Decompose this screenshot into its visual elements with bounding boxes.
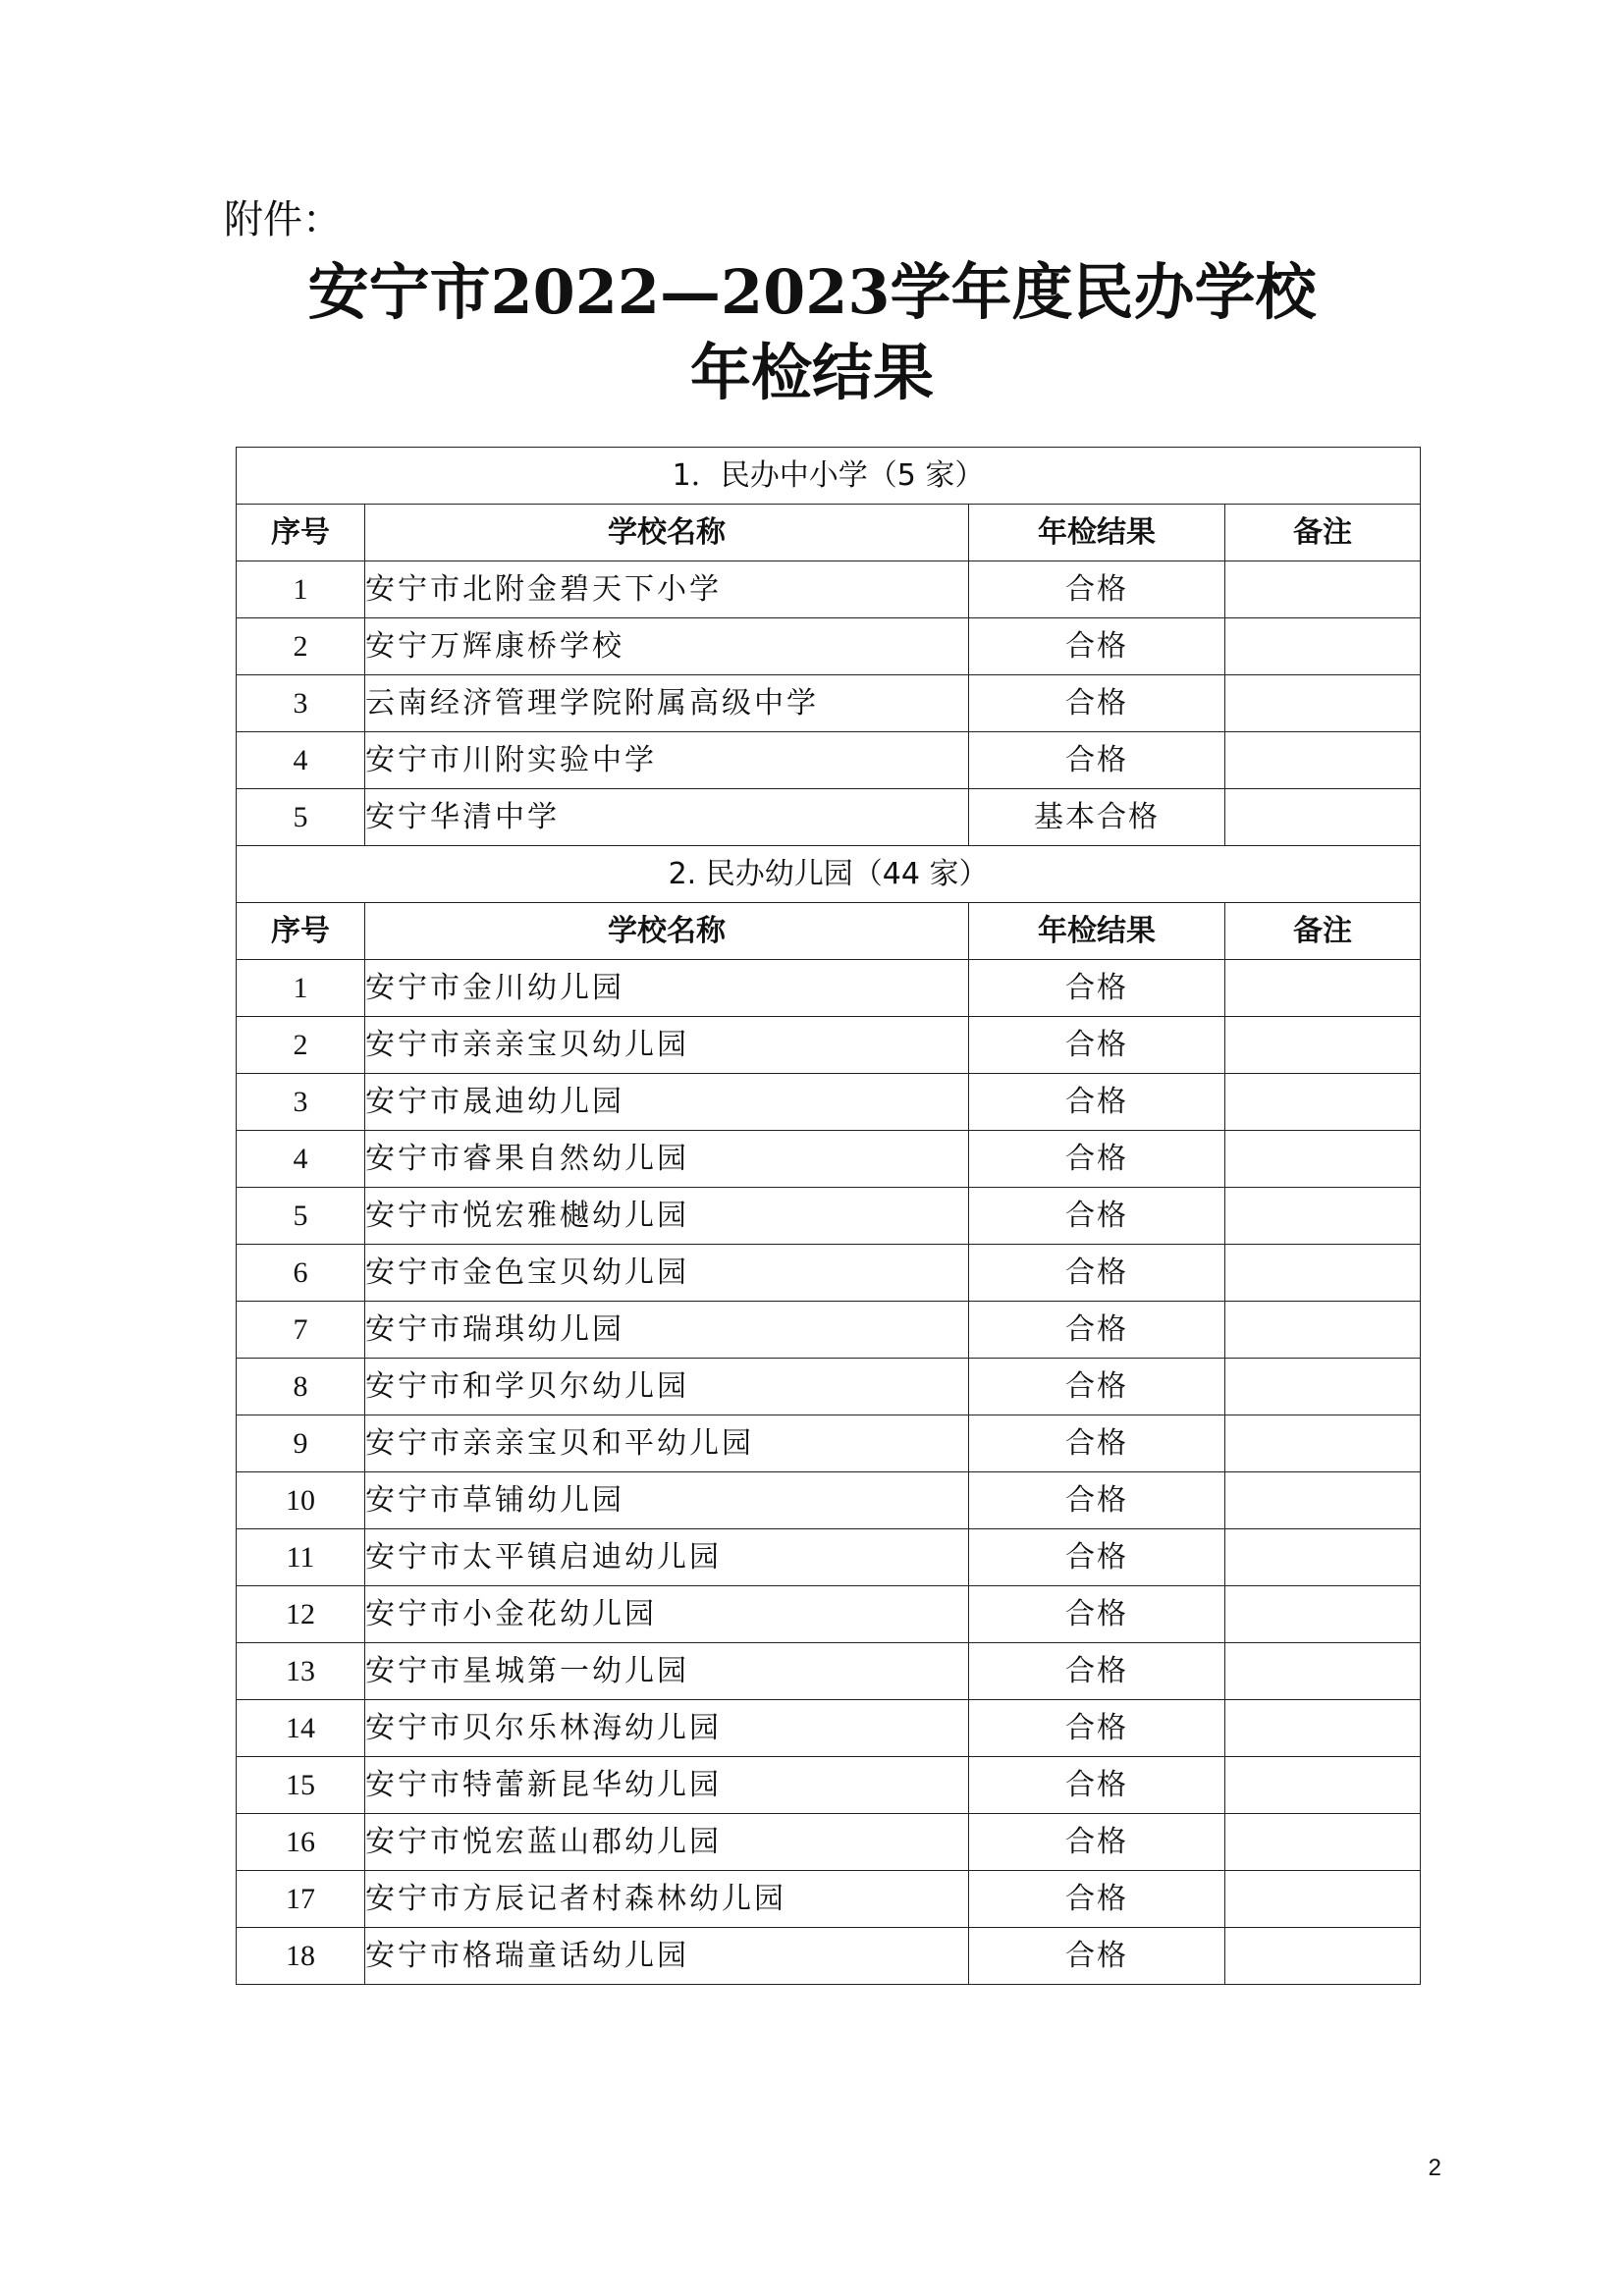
row-note bbox=[1225, 1017, 1421, 1074]
row-note bbox=[1225, 1415, 1421, 1472]
section-title-row bbox=[237, 448, 1421, 505]
table-row bbox=[237, 618, 1421, 675]
table-row bbox=[237, 1245, 1421, 1302]
row-school-name: 安宁市悦宏蓝山郡幼儿园 bbox=[365, 1814, 969, 1871]
row-note bbox=[1225, 1700, 1421, 1757]
row-note bbox=[1225, 1814, 1421, 1871]
row-school-name: 安宁市格瑞童话幼儿园 bbox=[365, 1928, 969, 1985]
table-row bbox=[237, 1302, 1421, 1359]
row-note bbox=[1225, 1643, 1421, 1700]
row-result: 合格 bbox=[969, 1017, 1225, 1074]
table-row bbox=[237, 1415, 1421, 1472]
row-school-name: 安宁市草铺幼儿园 bbox=[365, 1472, 969, 1529]
document-title-line-1: 安宁市2022—2023学年度民办学校 bbox=[307, 256, 1317, 328]
row-result: 合格 bbox=[969, 1814, 1225, 1871]
table-row bbox=[237, 1472, 1421, 1529]
row-school-name: 安宁市小金花幼儿园 bbox=[365, 1586, 969, 1643]
row-index: 4 bbox=[237, 732, 365, 789]
row-index: 11 bbox=[237, 1529, 365, 1586]
row-index: 15 bbox=[237, 1757, 365, 1814]
row-index: 4 bbox=[237, 1131, 365, 1188]
row-note bbox=[1225, 1245, 1421, 1302]
row-note bbox=[1225, 1757, 1421, 1814]
row-index: 9 bbox=[237, 1415, 365, 1472]
header-index: 序号 bbox=[237, 505, 365, 561]
row-school-name: 安宁市金色宝贝幼儿园 bbox=[365, 1245, 969, 1302]
row-result: 合格 bbox=[969, 1472, 1225, 1529]
row-note bbox=[1225, 618, 1421, 675]
header-result: 年检结果 bbox=[969, 505, 1225, 561]
row-result: 合格 bbox=[969, 960, 1225, 1017]
row-result: 合格 bbox=[969, 1074, 1225, 1131]
page-number: 2 bbox=[1428, 2155, 1441, 2181]
table-row bbox=[237, 1928, 1421, 1985]
table-row bbox=[237, 789, 1421, 846]
row-note bbox=[1225, 1074, 1421, 1131]
row-result: 合格 bbox=[969, 1245, 1225, 1302]
section-title: 1．民办中小学（5 家） bbox=[237, 448, 1421, 505]
row-result: 合格 bbox=[969, 618, 1225, 675]
table-row bbox=[237, 1359, 1421, 1415]
row-school-name: 安宁市睿果自然幼儿园 bbox=[365, 1131, 969, 1188]
table-header-row bbox=[237, 505, 1421, 561]
row-result: 合格 bbox=[969, 732, 1225, 789]
header-school-name: 学校名称 bbox=[365, 505, 969, 561]
row-result: 基本合格 bbox=[969, 789, 1225, 846]
row-result: 合格 bbox=[969, 1871, 1225, 1928]
row-index: 3 bbox=[237, 1074, 365, 1131]
row-school-name: 安宁市金川幼儿园 bbox=[365, 960, 969, 1017]
header-note: 备注 bbox=[1225, 505, 1421, 561]
row-result: 合格 bbox=[969, 1757, 1225, 1814]
row-index: 16 bbox=[237, 1814, 365, 1871]
row-school-name: 安宁市贝尔乐林海幼儿园 bbox=[365, 1700, 969, 1757]
row-school-name: 安宁市晟迪幼儿园 bbox=[365, 1074, 969, 1131]
inspection-results-table bbox=[236, 447, 1421, 1985]
table-row bbox=[237, 1017, 1421, 1074]
section-title-row bbox=[237, 846, 1421, 903]
row-note bbox=[1225, 1472, 1421, 1529]
table-row bbox=[237, 1757, 1421, 1814]
table-row bbox=[237, 1188, 1421, 1245]
row-note bbox=[1225, 732, 1421, 789]
row-index: 12 bbox=[237, 1586, 365, 1643]
row-index: 2 bbox=[237, 618, 365, 675]
row-note bbox=[1225, 1586, 1421, 1643]
row-note bbox=[1225, 1302, 1421, 1359]
row-note bbox=[1225, 1928, 1421, 1985]
row-result: 合格 bbox=[969, 1188, 1225, 1245]
table-row bbox=[237, 1586, 1421, 1643]
row-index: 6 bbox=[237, 1245, 365, 1302]
row-index: 5 bbox=[237, 1188, 365, 1245]
table-row bbox=[237, 561, 1421, 618]
header-index: 序号 bbox=[237, 903, 365, 960]
row-note bbox=[1225, 561, 1421, 618]
row-school-name: 安宁万辉康桥学校 bbox=[365, 618, 969, 675]
header-result: 年检结果 bbox=[969, 903, 1225, 960]
row-school-name: 安宁市星城第一幼儿园 bbox=[365, 1643, 969, 1700]
section-title: 2. 民办幼儿园（44 家） bbox=[237, 846, 1421, 903]
row-result: 合格 bbox=[969, 1928, 1225, 1985]
row-school-name: 云南经济管理学院附属高级中学 bbox=[365, 675, 969, 732]
row-school-name: 安宁市方辰记者村森林幼儿园 bbox=[365, 1871, 969, 1928]
row-index: 17 bbox=[237, 1871, 365, 1928]
table-row bbox=[237, 1871, 1421, 1928]
table-row bbox=[237, 1643, 1421, 1700]
table-row bbox=[237, 1131, 1421, 1188]
row-index: 1 bbox=[237, 960, 365, 1017]
row-result: 合格 bbox=[969, 1643, 1225, 1700]
row-index: 13 bbox=[237, 1643, 365, 1700]
row-index: 1 bbox=[237, 561, 365, 618]
row-school-name: 安宁市太平镇启迪幼儿园 bbox=[365, 1529, 969, 1586]
table-row bbox=[237, 732, 1421, 789]
document-title-line-2: 年检结果 bbox=[689, 337, 934, 408]
row-school-name: 安宁市和学贝尔幼儿园 bbox=[365, 1359, 969, 1415]
row-result: 合格 bbox=[969, 1700, 1225, 1757]
header-note: 备注 bbox=[1225, 903, 1421, 960]
table-row bbox=[237, 1529, 1421, 1586]
table-row bbox=[237, 675, 1421, 732]
row-index: 5 bbox=[237, 789, 365, 846]
table-header-row bbox=[237, 903, 1421, 960]
row-note bbox=[1225, 1359, 1421, 1415]
results-table-body bbox=[237, 448, 1421, 1985]
row-result: 合格 bbox=[969, 561, 1225, 618]
table-row bbox=[237, 1074, 1421, 1131]
row-school-name: 安宁市瑞琪幼儿园 bbox=[365, 1302, 969, 1359]
row-school-name: 安宁市悦宏雅樾幼儿园 bbox=[365, 1188, 969, 1245]
table-row bbox=[237, 1814, 1421, 1871]
row-school-name: 安宁市亲亲宝贝和平幼儿园 bbox=[365, 1415, 969, 1472]
row-school-name: 安宁华清中学 bbox=[365, 789, 969, 846]
row-note bbox=[1225, 1131, 1421, 1188]
row-index: 8 bbox=[237, 1359, 365, 1415]
header-school-name: 学校名称 bbox=[365, 903, 969, 960]
row-school-name: 安宁市特蕾新昆华幼儿园 bbox=[365, 1757, 969, 1814]
row-note bbox=[1225, 960, 1421, 1017]
row-index: 7 bbox=[237, 1302, 365, 1359]
table-row bbox=[237, 960, 1421, 1017]
row-result: 合格 bbox=[969, 1302, 1225, 1359]
row-note bbox=[1225, 1188, 1421, 1245]
attachment-label: 附件： bbox=[224, 197, 342, 242]
row-result: 合格 bbox=[969, 1359, 1225, 1415]
row-school-name: 安宁市川附实验中学 bbox=[365, 732, 969, 789]
row-result: 合格 bbox=[969, 675, 1225, 732]
row-index: 14 bbox=[237, 1700, 365, 1757]
table-row bbox=[237, 1700, 1421, 1757]
row-result: 合格 bbox=[969, 1586, 1225, 1643]
row-note bbox=[1225, 789, 1421, 846]
row-note bbox=[1225, 1529, 1421, 1586]
row-index: 3 bbox=[237, 675, 365, 732]
row-school-name: 安宁市亲亲宝贝幼儿园 bbox=[365, 1017, 969, 1074]
row-result: 合格 bbox=[969, 1131, 1225, 1188]
row-index: 2 bbox=[237, 1017, 365, 1074]
row-index: 18 bbox=[237, 1928, 365, 1985]
row-note bbox=[1225, 675, 1421, 732]
row-result: 合格 bbox=[969, 1529, 1225, 1586]
row-note bbox=[1225, 1871, 1421, 1928]
row-school-name: 安宁市北附金碧天下小学 bbox=[365, 561, 969, 618]
row-result: 合格 bbox=[969, 1415, 1225, 1472]
row-index: 10 bbox=[237, 1472, 365, 1529]
